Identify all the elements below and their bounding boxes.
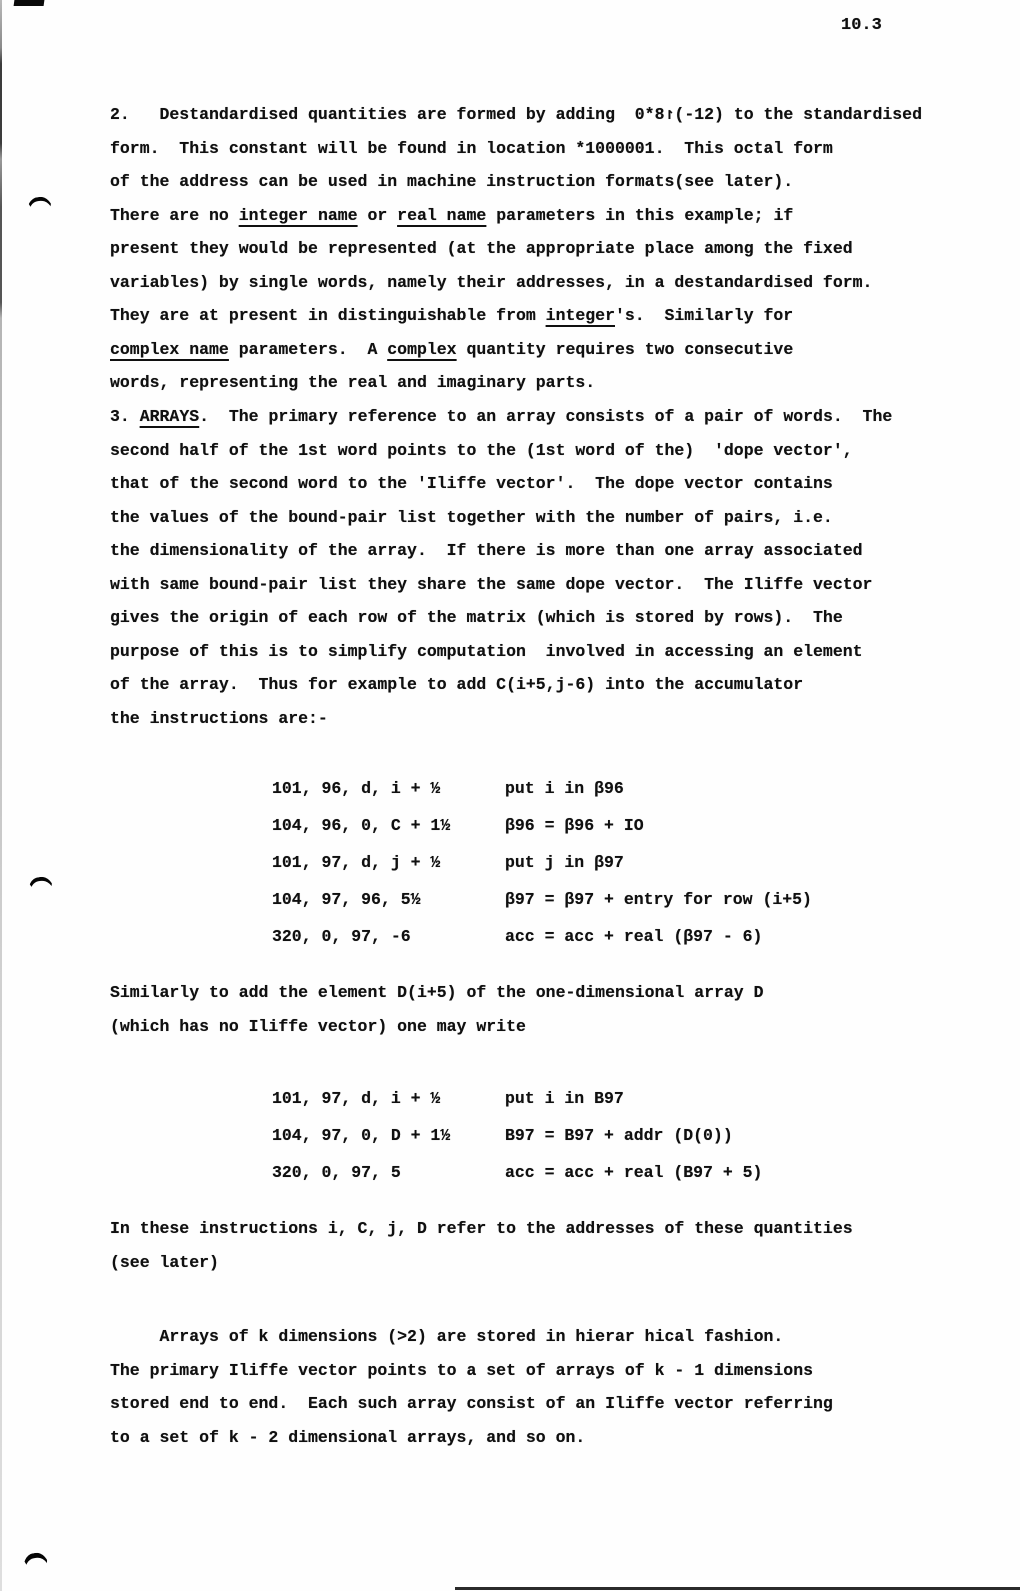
paragraph-addresses-note (110, 1212, 970, 1279)
text-segment: of the array. Thus for example to add C(i+5,j-6) into the accumulator (110, 675, 804, 694)
underlined-text: complex (387, 339, 457, 359)
code-block-matrix-access (110, 770, 970, 955)
code-row (110, 807, 970, 844)
instruction-text: 101, 97, d, i + ½ (272, 1089, 441, 1108)
underlined-text: complex name (110, 339, 229, 359)
text-segment: stored end to end. Each such array consist of an Iliffe vector referring (110, 1394, 833, 1413)
instruction-comment: acc = acc + real (β97 - 6) (505, 927, 763, 946)
text-segment: Arrays of k dimensions (>2) are stored in hierar hical fashion. (110, 1327, 784, 1346)
text-segment: with same bound-pair list they share the same dope vector. The Iliffe vector (110, 574, 873, 594)
underlined-text: ARRAYS (139, 407, 200, 426)
paragraph-arrays (110, 400, 970, 735)
instruction-comment: put j in β97 (505, 853, 624, 872)
text-segment: the values of the bound-pair list together with the number of pairs, i.e. (110, 507, 833, 527)
text-line (110, 568, 970, 602)
text-segment: Similarly to add the element D(i+5) of the one-dimensional array D (110, 983, 764, 1002)
text-segment: variables) by single words, namely their addresses, in a destandardised form. (110, 272, 873, 292)
text-line (110, 1010, 970, 1044)
code-row (110, 770, 970, 807)
text-line (110, 534, 970, 568)
text-line (110, 299, 970, 333)
code-block-vector-access (110, 1080, 970, 1191)
text-segment: 's. Similarly for (614, 306, 794, 325)
text-line (110, 199, 970, 233)
text-segment: gives the origin of each row of the matrix (which is stored by rows). The (110, 608, 843, 627)
text-segment: There are no (110, 205, 239, 225)
text-line (110, 232, 970, 266)
text-segment: form. This constant will be found in location *1000001. This octal form (110, 138, 833, 158)
instruction-text: 320, 0, 97, -6 (272, 927, 411, 946)
text-line (110, 635, 970, 669)
top-left-scan-mark (14, 0, 45, 6)
text-segment: the instructions are:- (110, 708, 328, 728)
text-line (110, 333, 970, 367)
text-line (110, 1421, 970, 1455)
text-segment: parameters. A (228, 339, 388, 359)
text-line (110, 366, 970, 400)
text-segment: second half of the 1st word points to the (1st word of the) 'dope vector', (110, 440, 853, 460)
text-line (110, 434, 970, 468)
instruction-comment: put i in β96 (505, 779, 624, 798)
text-line (110, 702, 970, 736)
text-segment: that of the second word to the 'Iliffe vector'. The dope vector contains (110, 474, 833, 493)
instruction-text: 101, 97, d, j + ½ (272, 853, 441, 872)
text-segment: In these instructions i, C, j, D refer to the addresses of these quantities (110, 1219, 853, 1238)
instruction-text: 101, 96, d, i + ½ (272, 779, 441, 798)
instruction-comment: B97 = B97 + addr (D(0)) (505, 1126, 733, 1145)
text-line (110, 467, 970, 501)
text-line (110, 132, 970, 166)
text-segment: or (357, 205, 398, 225)
page-number: 10.3 (841, 16, 882, 35)
text-line (110, 1246, 970, 1280)
instruction-comment: acc = acc + real (B97 + 5) (505, 1163, 763, 1182)
text-segment: 3. (110, 407, 140, 426)
text-line (110, 400, 970, 434)
paragraph-one-dimensional (110, 976, 970, 1043)
text-line (110, 601, 970, 635)
handwritten-curve-mark-top (25, 196, 54, 216)
underlined-text: integer name (238, 205, 358, 225)
text-line (110, 266, 970, 300)
text-line (110, 976, 970, 1010)
text-segment: parameters in this example; if (486, 205, 794, 225)
text-segment: (see later) (110, 1252, 219, 1272)
text-segment: purpose of this is to simplify computation involved in accessing an element (110, 641, 863, 661)
instruction-comment: β96 = β96 + IO (505, 816, 644, 835)
text-segment: 2. Destandardised quantities are formed by adding 0*8↾(-12) to the standardised (110, 105, 922, 124)
code-row (110, 1154, 970, 1191)
handwritten-curve-mark-middle (26, 875, 55, 895)
instruction-text: 104, 97, 96, 5½ (272, 890, 421, 909)
text-segment: The primary Iliffe vector points to a set of arrays of k - 1 dimensions (110, 1360, 814, 1380)
code-row (110, 844, 970, 881)
text-line (110, 1387, 970, 1421)
text-segment: of the address can be used in machine instruction formats(see later). (110, 172, 794, 191)
underlined-text: integer (545, 306, 615, 325)
text-segment: They are at present in distinguishable from (110, 306, 546, 325)
paragraph-k-dimensions (110, 1320, 970, 1454)
text-line (110, 98, 970, 132)
instruction-text: 104, 97, 0, D + 1½ (272, 1126, 451, 1145)
code-row (110, 918, 970, 955)
code-row (110, 1117, 970, 1154)
text-line (110, 1354, 970, 1388)
text-line (110, 501, 970, 535)
text-segment: quantity requires two consecutive (456, 339, 794, 359)
left-edge-scan-line (0, 0, 2, 1591)
text-segment: . The primary reference to an array consists of a pair of words. The (199, 407, 893, 426)
text-segment: (which has no Iliffe vector) one may write (110, 1016, 526, 1036)
text-segment: the dimensionality of the array. If there is more than one array associated (110, 541, 863, 560)
handwritten-curve-mark-bottom (21, 1551, 50, 1573)
text-line (110, 1320, 970, 1354)
text-line (110, 1212, 970, 1246)
paragraph-destandardised (110, 98, 970, 400)
text-line (110, 668, 970, 702)
text-segment: present they would be represented (at the appropriate place among the fixed (110, 239, 853, 258)
instruction-comment: put i in B97 (505, 1089, 624, 1108)
bottom-edge-scan-line (455, 1587, 1020, 1590)
instruction-text: 320, 0, 97, 5 (272, 1163, 401, 1182)
text-line (110, 165, 970, 199)
text-segment: words, representing the real and imaginary parts. (110, 373, 596, 392)
instruction-comment: β97 = β97 + entry for row (i+5) (505, 890, 812, 909)
code-row (110, 881, 970, 918)
underlined-text: real name (397, 205, 487, 225)
text-segment: to a set of k - 2 dimensional arrays, and so on. (110, 1427, 586, 1447)
code-row (110, 1080, 970, 1117)
instruction-text: 104, 96, 0, C + 1½ (272, 816, 451, 835)
